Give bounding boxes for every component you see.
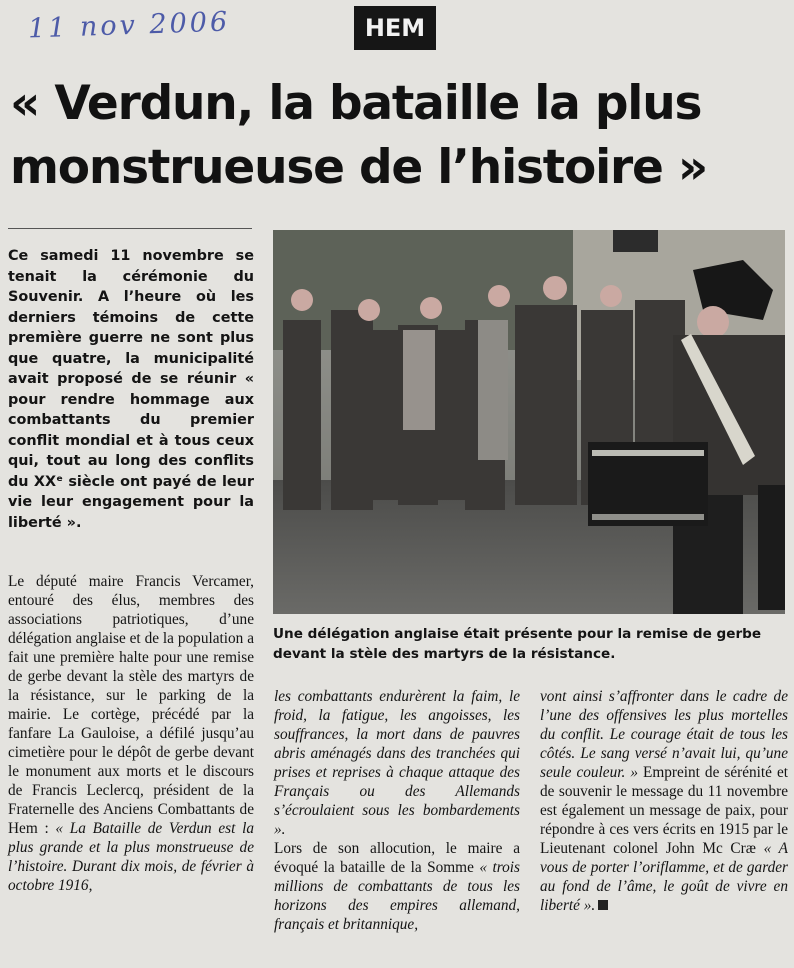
headline-line-2: monstrueuse de l’histoire » xyxy=(10,140,707,195)
column-3-paragraph xyxy=(540,687,788,915)
column-3-quote-2: « A vous de porter l’oriflamme, et de garder au fond de l’âme, le goût de vivre en liberté ». xyxy=(540,840,789,914)
article-column-3 xyxy=(540,687,788,915)
photo-caption: Une délégation anglaise était présente pour la remise de gerbe devant la stèle des martyrs de la résistance. xyxy=(273,626,762,662)
headline-line-1: « Verdun, la bataille la plus xyxy=(10,76,702,131)
column-3-text: Empreint de sérénité et de souvenir le message du 11 novembre est également un message de paix, pour répondre à ces vers écrits en 1915 par le Lieutenant colonel John Mc Cræ xyxy=(540,764,788,857)
end-of-article-mark xyxy=(598,900,608,910)
column-2-paragraph-quote: « trois millions de combattants de tous les horizons des empires allemand, français et britannique, xyxy=(274,859,520,933)
headline xyxy=(10,72,790,200)
ceremony-photo-illustration xyxy=(273,230,785,614)
column-3-quote: vont ainsi s’affronter dans le cadre de l’une des offensives les plus mortelles du conflit. Le courage était de tous les côtés. Le sang versé n’avait lui, qu’une seule couleur. » xyxy=(540,688,788,781)
handwritten-date: 11 nov 2006 xyxy=(27,6,231,45)
lead-paragraph: Ce samedi 11 novembre se tenait la cérémonie du Souvenir. A l’heure où les derniers témoins de cette première guerre ne sont plus que quatre, la municipalité avait proposé de se réunir « pour rendre hommage aux combattants du premier conflit mondial et à tous ceux qui, tout au long des conflits du XXᵉ siècle ont payé de leur vie leur engagement pour la liberté ». xyxy=(8,248,254,531)
ceremony-photo xyxy=(273,230,785,614)
column-2-paragraph: Lors de son allocution, le maire a évoqué la bataille de la Somme « trois millions de combattants de tous les horizons des empires allemand, français et britannique, xyxy=(274,840,520,933)
article-column-1 xyxy=(8,572,254,895)
article-column-2 xyxy=(274,687,520,934)
column-1-text: Le député maire Francis Vercamer, entouré des élus, membres des associations patriotiques, d’une délégation anglaise et de la population a fait une première halte pour une remise de gerbe devant la stèle des martyrs de la résistance, sur le parking de la mairie. Le cortège, précédé par la fanfare La Gauloise, a défilé jusqu’au cimetière pour le dépôt de gerbe devant le monument aux morts et le discours de Francis Leclercq, président de la Fraternelle des Anciens Combattants de Hem : xyxy=(8,573,254,837)
divider xyxy=(8,228,252,229)
column-2-quote: les combattants endurèrent la faim, le froid, la fatigue, les angoisses, les souffrances, la mort dans de pauvres abris aménagés dans des tranchées qui prises et reprises à chaque attaque des Français ou des Allemands s’écroulaient sous les bombardements ». xyxy=(274,688,520,838)
section-rubric: HEM xyxy=(354,6,436,50)
column-1-quote: « La Bataille de Verdun est la plus grande et la plus monstrueuse de l’histoire. Durant dix mois, de février à octobre 1916, xyxy=(8,820,254,894)
